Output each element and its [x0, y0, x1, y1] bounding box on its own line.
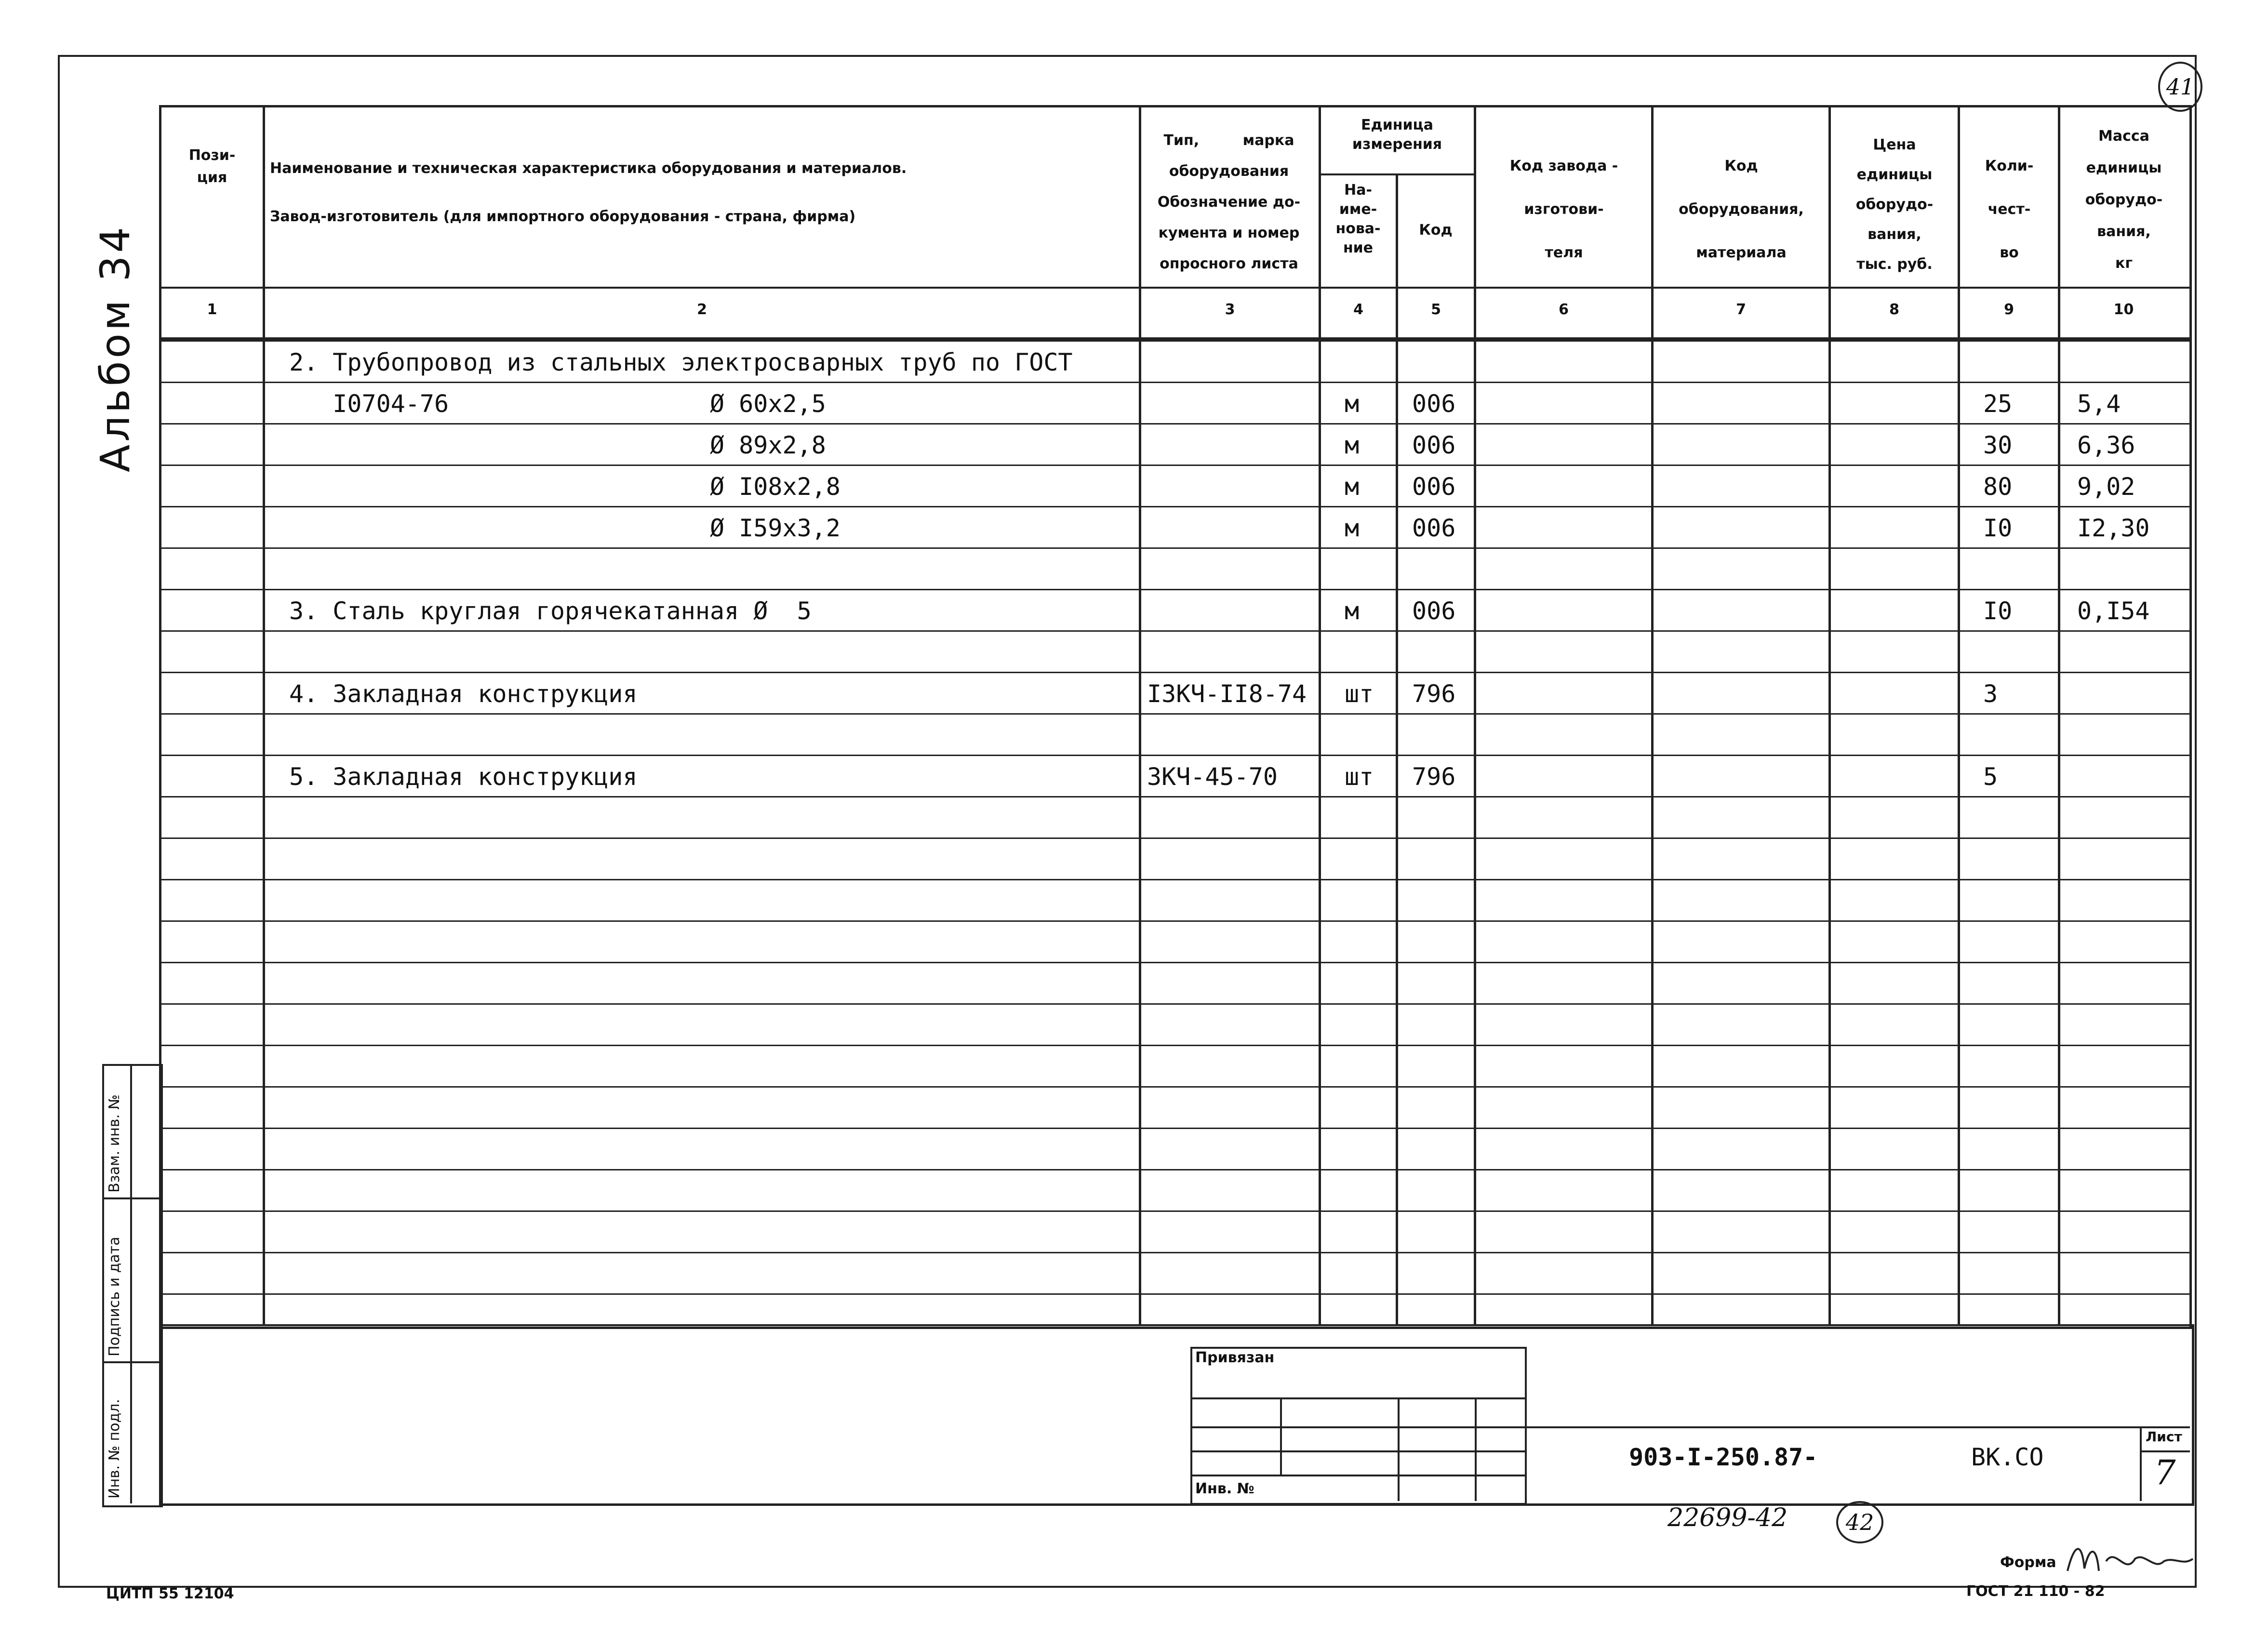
- cell-quantity: 25: [1983, 390, 2013, 418]
- cell-name: Ø I08x2,8: [289, 473, 840, 501]
- header-unit: Единица измерения: [1352, 117, 1442, 153]
- album-label: Альбом 34: [92, 224, 139, 472]
- header-plant-code: Код завода - изготови- теля: [1509, 158, 1618, 261]
- cell-mass: 5,4: [2077, 390, 2121, 418]
- row-line: [159, 879, 2189, 880]
- row-line: [159, 962, 2189, 963]
- side-stamp-inv: Инв. № подл.: [106, 1399, 123, 1499]
- row-line: [159, 713, 2189, 715]
- cell-unit-code: 006: [1412, 390, 1456, 418]
- header-name: Наименование и техническая характеристика оборудования и материалов. Завод-изготовитель (для импортного оборудования - страна, фирма): [270, 160, 907, 225]
- handwritten-number: 22699-42: [1668, 1503, 1788, 1532]
- cell-name: I0704-76 Ø 60x2,5: [289, 390, 826, 418]
- cell-unit-code: 796: [1412, 763, 1456, 791]
- bottom-frame: [159, 1324, 2194, 1506]
- colnum-9: 9: [2004, 301, 2014, 318]
- col-line-8: [1958, 105, 1960, 1324]
- cell-unit: м: [1345, 514, 1360, 542]
- cell-name: Ø I59x3,2: [289, 514, 840, 542]
- row-line: [159, 796, 2189, 797]
- side-stamp-signature: Подпись и дата: [106, 1236, 123, 1356]
- privyazan-vline-1: [1280, 1397, 1282, 1475]
- cell-mass: I2,30: [2077, 514, 2150, 542]
- page-number-circle: [2158, 62, 2202, 112]
- cell-type: I3КЧ-II8-74: [1147, 680, 1307, 708]
- header-type: Тип, марка оборудования Обозначение до- кумента и номер опросного листа: [1157, 132, 1301, 272]
- row-line: [159, 1003, 2189, 1005]
- header-mass: Масса единицы оборудо- вания, кг: [2085, 128, 2163, 272]
- row-line: [159, 1252, 2189, 1253]
- cell-name: 2. Трубопровод из стальных электросварных труб по ГОСТ: [289, 348, 1073, 376]
- col-line-4: [1396, 173, 1398, 1324]
- forma-label: Форма: [2000, 1554, 2056, 1571]
- circled-number: 42: [1836, 1501, 1883, 1543]
- section-code: ВК.СО: [1971, 1443, 2044, 1471]
- row-line: [159, 1210, 2189, 1212]
- cell-quantity: 3: [1983, 680, 1998, 708]
- cell-quantity: I0: [1983, 514, 2013, 542]
- cell-unit: шт: [1345, 763, 1374, 791]
- colnum-3: 3: [1225, 301, 1235, 318]
- title-main-top: [1525, 1426, 2190, 1428]
- spec-table: [159, 105, 2192, 1329]
- cell-unit-code: 796: [1412, 680, 1456, 708]
- side-stamp-line-2: [102, 1361, 159, 1363]
- signature-mark: [2063, 1532, 2198, 1585]
- sheet-label: Лист: [2146, 1429, 2182, 1445]
- row-line: [159, 423, 2189, 425]
- colnum-4: 4: [1353, 301, 1363, 318]
- side-stamp-divider: [130, 1064, 132, 1503]
- row-line: [159, 630, 2189, 632]
- cell-name: 3. Сталь круглая горячекатанная Ø 5: [289, 597, 812, 625]
- colnum-10: 10: [2113, 301, 2134, 318]
- gost-code: ГОСТ 21 110 - 82: [1966, 1583, 2105, 1600]
- side-stamp-replace: Взам. инв. №: [106, 1094, 123, 1193]
- row-line: [159, 1128, 2189, 1129]
- cell-quantity: I0: [1983, 597, 2013, 625]
- cell-quantity: 5: [1983, 763, 1998, 791]
- header-quantity: Коли- чест- во: [1985, 158, 2034, 261]
- header-unit-name: На- име- нова- ние: [1335, 182, 1381, 256]
- cell-mass: 0,I54: [2077, 597, 2150, 625]
- cell-quantity: 30: [1983, 431, 2013, 459]
- side-stamp-line-1: [102, 1197, 159, 1199]
- col-line-5: [1474, 105, 1476, 1324]
- page-number: 41: [2166, 74, 2195, 100]
- colnum-6: 6: [1559, 301, 1569, 318]
- header-position: Пози- ция: [188, 147, 236, 186]
- row-line: [159, 465, 2189, 466]
- cell-unit-code: 006: [1412, 514, 1456, 542]
- row-line: [159, 1293, 2189, 1295]
- row-line: [159, 1169, 2189, 1170]
- colnum-8: 8: [1889, 301, 1899, 318]
- cell-unit-code: 006: [1412, 473, 1456, 501]
- col-line-1: [263, 105, 265, 1324]
- col-line-7: [1828, 105, 1831, 1324]
- cell-mass: 9,02: [2077, 473, 2135, 501]
- row-line: [159, 589, 2189, 590]
- col-line-9: [2058, 105, 2060, 1324]
- cell-type: 3КЧ-45-70: [1147, 763, 1278, 791]
- left-code: ЦИТП 55 12104: [106, 1585, 234, 1602]
- privyazan-vline-2: [1398, 1397, 1400, 1501]
- sheet-box-line: [2140, 1450, 2190, 1452]
- row-line: [159, 382, 2189, 383]
- cell-name: 4. Закладная конструкция: [289, 680, 638, 708]
- inv-no-label: Инв. №: [1195, 1480, 1254, 1497]
- sheet-number: 7: [2154, 1453, 2176, 1492]
- header-unit-code: Код: [1419, 222, 1453, 239]
- cell-unit-code: 006: [1412, 597, 1456, 625]
- colnum-1: 1: [207, 301, 217, 318]
- cell-name: Ø 89x2,8: [289, 431, 826, 459]
- cell-unit: шт: [1345, 680, 1374, 708]
- row-line: [159, 837, 2189, 839]
- row-line: [159, 547, 2189, 549]
- cell-quantity: 80: [1983, 473, 2013, 501]
- cell-unit: м: [1345, 473, 1360, 501]
- cell-unit: м: [1345, 390, 1360, 418]
- cell-unit: м: [1345, 431, 1360, 459]
- cell-unit: м: [1345, 597, 1360, 625]
- header-price: Цена единицы оборудо- вания, тыс. руб.: [1855, 136, 1934, 273]
- row-line: [159, 340, 2189, 342]
- header-equipment-code: Код оборудования, материала: [1679, 158, 1804, 261]
- row-line: [159, 1086, 2189, 1088]
- col-line-2: [1139, 105, 1141, 1324]
- row-line: [159, 672, 2189, 673]
- col-line-3: [1319, 105, 1321, 1324]
- cell-unit-code: 006: [1412, 431, 1456, 459]
- header-bottom-line: [159, 287, 2189, 289]
- privyazan-label: Привязан: [1195, 1349, 1275, 1366]
- colnum-2: 2: [697, 301, 707, 318]
- row-line: [159, 920, 2189, 922]
- cell-name: 5. Закладная конструкция: [289, 763, 638, 791]
- cell-mass: 6,36: [2077, 431, 2135, 459]
- doc-code: 903-I-250.87-: [1629, 1443, 1818, 1471]
- row-line: [159, 1045, 2189, 1046]
- privyazan-vline-3: [1475, 1397, 1477, 1501]
- row-line: [159, 755, 2189, 756]
- row-line: [159, 506, 2189, 507]
- colnum-5: 5: [1431, 301, 1441, 318]
- col-line-6: [1651, 105, 1654, 1324]
- colnum-7: 7: [1736, 301, 1746, 318]
